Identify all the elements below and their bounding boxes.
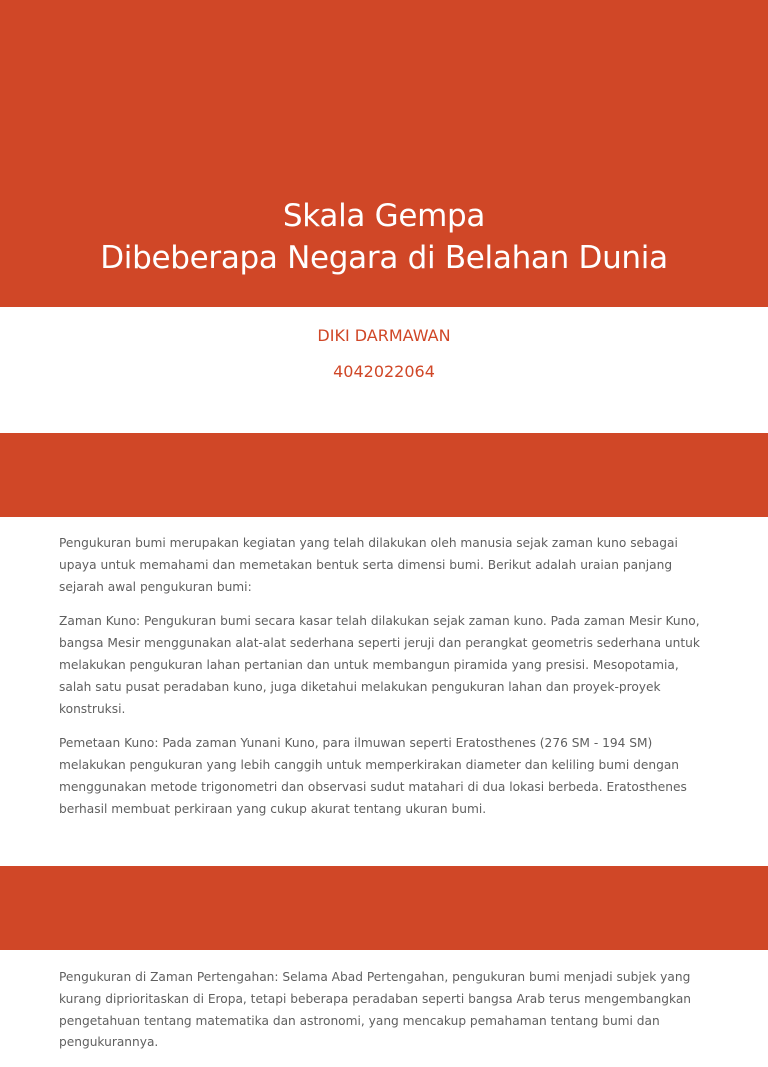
author-name: DIKI DARMAWAN <box>317 326 451 345</box>
section-divider-band <box>0 433 768 517</box>
title-line-2: Dibeberapa Negara di Belahan Dunia <box>100 240 668 276</box>
document-title <box>0 195 768 279</box>
paragraph: Pengukuran bumi merupakan kegiatan yang telah dilakukan oleh manusia sejak zaman kuno sebagai upaya untuk memahami dan memetakan bentuk serta dimensi bumi. Berikut adalah uraian panjang sejarah awal pengukuran bumi: <box>59 536 678 594</box>
paragraph: Zaman Kuno: Pengukuran bumi secara kasar telah dilakukan sejak zaman kuno. Pada zaman Mesir Kuno, bangsa Mesir menggunakan alat-alat sederhana seperti jeruji dan perangkat geometris sederhana untuk melakukan pengukuran lahan pertanian dan untuk membangun piramida yang presisi. Mesopotamia, salah satu pusat peradaban kuno, juga diketahui melakukan pengukuran lahan dan proyek-proyek konstruksi. <box>59 614 700 716</box>
author-id: 4042022064 <box>333 362 435 381</box>
paragraph: Pemetaan Kuno: Pada zaman Yunani Kuno, para ilmuwan seperti Eratosthenes (276 SM - 194 SM) melakukan pengukuran yang lebih canggih untuk memperkirakan diameter dan keliling bumi dengan menggunakan metode trigonometri dan observasi sudut matahari di dua lokasi berbeda. Eratosthenes berhasil membuat perkiraan yang cukup akurat tentang ukuran bumi. <box>59 736 687 816</box>
title-line-1: Skala Gempa <box>282 198 486 234</box>
section-2-text <box>59 967 711 1067</box>
paragraph: Pengukuran di Zaman Pertengahan: Selama Abad Pertengahan, pengukuran bumi menjadi subjek yang kurang diprioritaskan di Eropa, tetapi beberapa peradaban seperti bangsa Arab terus mengembangkan pengetahuan tentang matematika dan astronomi, yang mencakup pemahaman tentang bumi dan pengukurannya. <box>59 970 692 1050</box>
section-divider-band <box>0 866 768 950</box>
section-1-text <box>59 533 711 834</box>
